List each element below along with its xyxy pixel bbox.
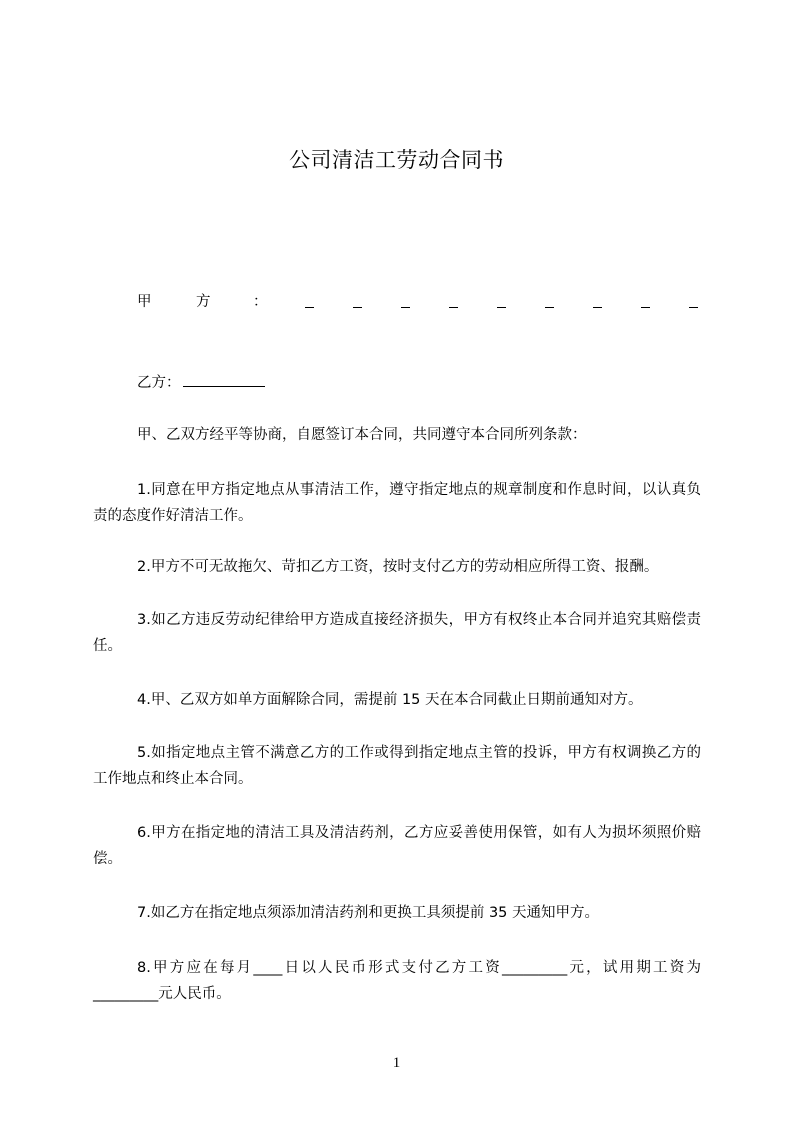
page-number: 1 xyxy=(392,1055,401,1071)
party-a-label-1: 甲 xyxy=(137,294,152,310)
blank-dash xyxy=(689,307,698,308)
clause-6: 6.甲方在指定地的清洁工具及清洁药剂，乙方应妥善使用保管，如有人为损坏须照价赔偿。 xyxy=(93,825,701,867)
blank-dash xyxy=(497,307,506,308)
party-b-blank xyxy=(183,370,265,387)
party-a-line xyxy=(93,288,713,314)
intro-paragraph: 甲、乙双方经平等协商，自愿签订本合同，共同遵守本合同所列条款： xyxy=(137,427,587,443)
clause-4: 4.甲、乙双方如单方面解除合同，需提前 15 天在本合同截止日期前通知对方。 xyxy=(137,692,643,708)
blank-dash xyxy=(593,307,602,308)
party-a-blank xyxy=(305,288,705,314)
party-b-label: 乙方： xyxy=(137,375,181,391)
clause-5: 5.如指定地点主管不满意乙方的工作或得到指定地点主管的投诉，甲方有权调换乙方的工作地点和终止本合同。 xyxy=(93,745,701,787)
blank-dash xyxy=(401,307,410,308)
party-b-line xyxy=(137,370,265,396)
clause-1: 1.同意在甲方指定地点从事清洁工作，遵守指定地点的规章制度和作息时间，以认真负责的态度作好清洁工作。 xyxy=(93,482,701,524)
blank-dash xyxy=(641,307,650,308)
blank-dash xyxy=(305,307,314,308)
blank-dash xyxy=(353,307,362,308)
clause-2: 2.甲方不可无故拖欠、苛扣乙方工资，按时支付乙方的劳动相应所得工资、报酬。 xyxy=(137,559,659,575)
party-a-colon: ： xyxy=(253,294,268,310)
blank-dash xyxy=(449,307,458,308)
clause-3: 3.如乙方违反劳动纪律给甲方造成直接经济损失，甲方有权终止本合同并追究其赔偿责任。 xyxy=(93,612,701,654)
document-title: 公司清洁工劳动合同书 xyxy=(289,148,504,172)
party-a-label-2: 方 xyxy=(196,294,211,310)
clause-7: 7.如乙方在指定地点须添加清洁药剂和更换工具须提前 35 天通知甲方。 xyxy=(137,905,600,921)
blank-dash xyxy=(545,307,554,308)
clause-8: 8.甲方应在每月____日以人民币形式支付乙方工资_________元，试用期工资为_________元人民币。 xyxy=(93,960,701,1002)
